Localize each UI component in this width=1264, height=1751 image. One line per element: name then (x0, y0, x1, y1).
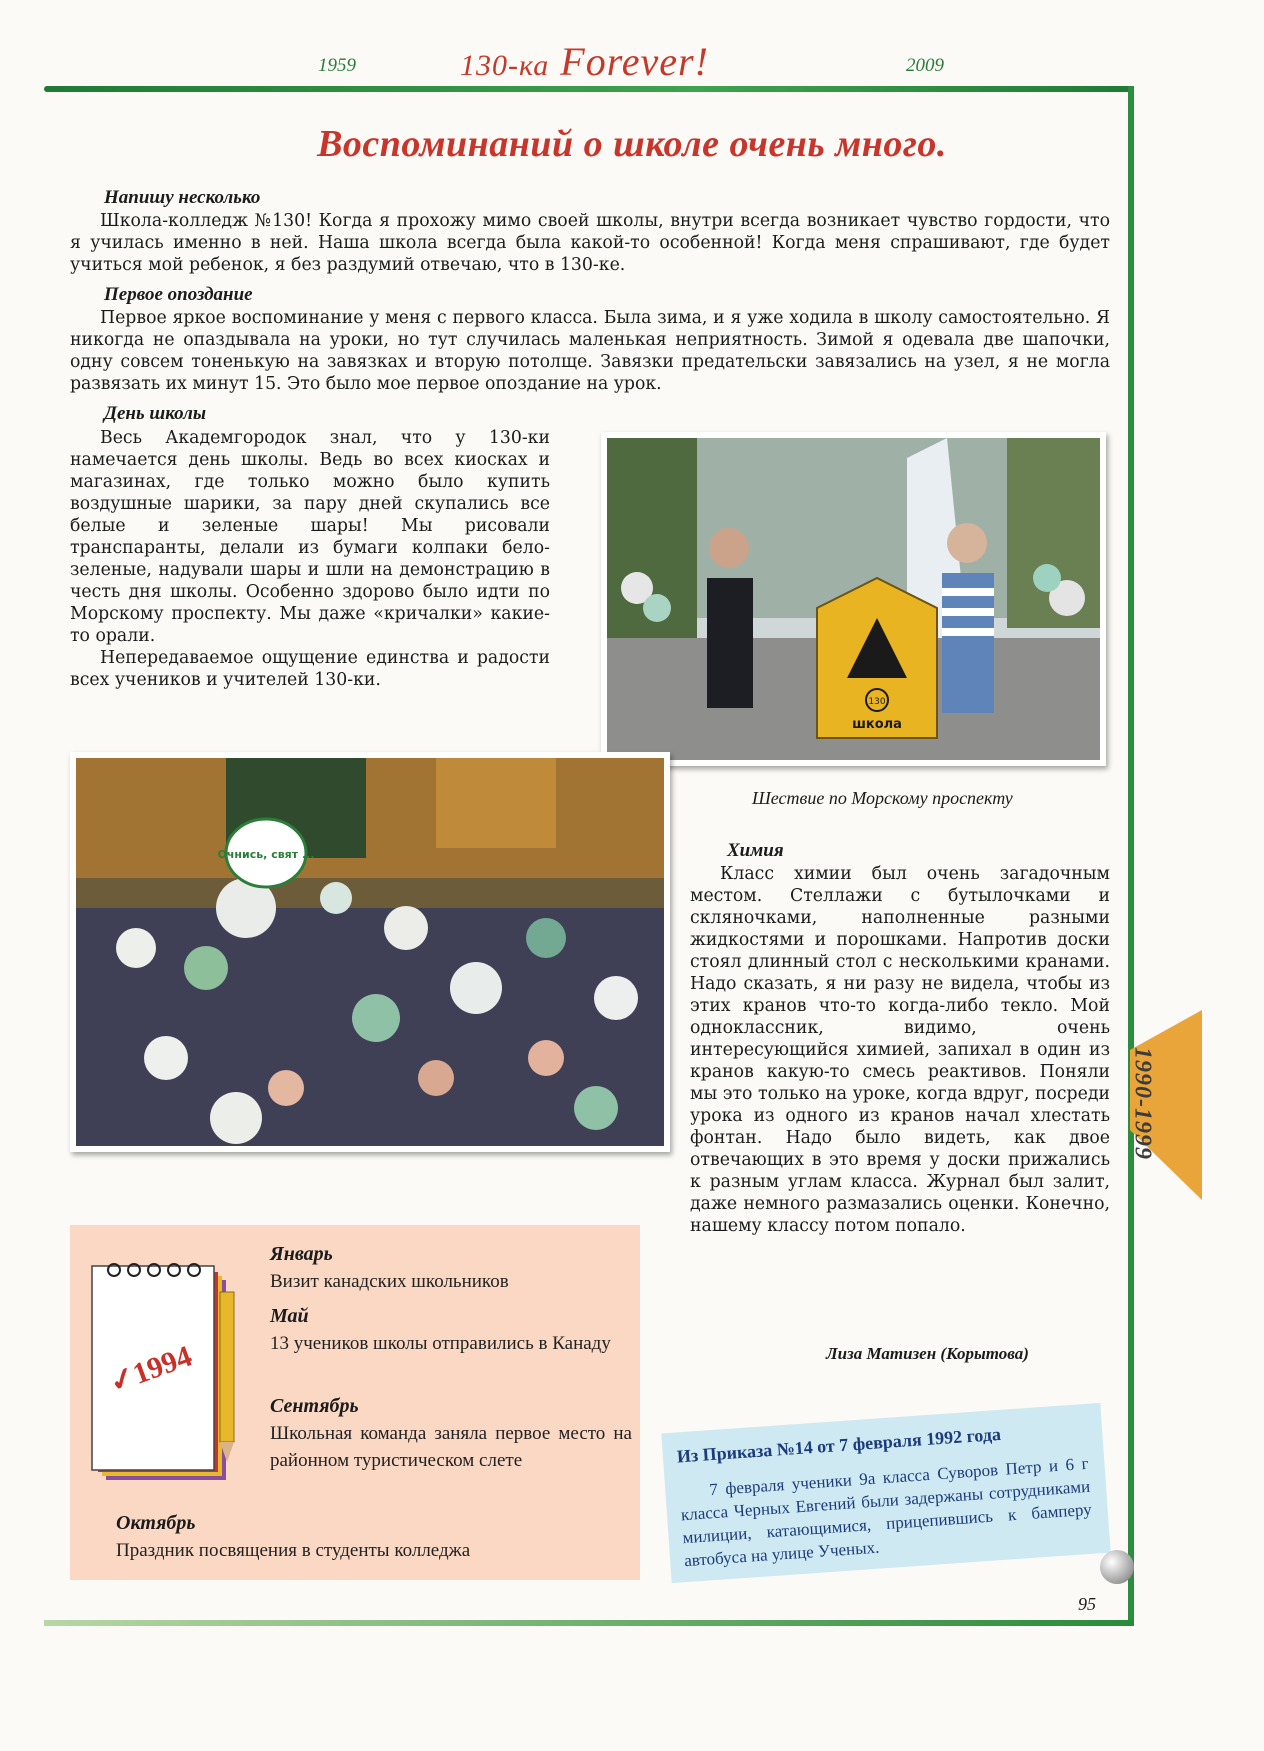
section-text-den-shkoly (70, 427, 550, 691)
photo-crowd (70, 752, 670, 1152)
timeline-event-sep: Школьная команда заняла первое место на районном туристическом слете (270, 1423, 632, 1471)
procession-illustration (607, 438, 1100, 760)
timeline-year-stamp: ✓1994 (104, 1339, 197, 1400)
frame-top-border (44, 86, 1134, 92)
section-heading-den-shkoly: День школы (104, 403, 207, 424)
header-brand-main: Forever! (560, 39, 709, 84)
page-title: Воспоминаний о школе очень много. (317, 123, 947, 165)
section-text-opozdanie (70, 307, 1110, 395)
order-title: Из Приказа №14 от 7 февраля 1992 года (676, 1423, 1002, 1467)
header-brand (460, 38, 709, 85)
header-year-start: 1959 (318, 55, 356, 76)
timeline-event-oct: Праздник посвящения в студенты колледжа (116, 1540, 471, 1561)
timeline-month-sep: Сентябрь (270, 1395, 359, 1417)
timeline-event-jan: Визит канадских школьников (270, 1271, 509, 1292)
paragraph: Непередаваемое ощущение единства и радости всех учеников и учителей 130-ки. (70, 648, 550, 690)
timeline-month-jan: Январь (270, 1243, 333, 1265)
paragraph: Весь Академгородок знал, что у 130-ки намечается день школы. Ведь во всех киосках и магазинах, где только можно было купить воздушные шарики, за пару дней скупались все белые и зеленые шары! Мы рисовали транспаранты, делали из бумаги колпаки бело-зеленые, надували шары и шли на демонстрацию в честь дня школы. Особенно здорово было идти по Морскому проспекту. Мы даже «кричалки» какие-то орали. (70, 428, 550, 646)
sign-number: 130 (868, 697, 886, 707)
crowd-illustration (76, 758, 664, 1146)
corner-ball-ornament (1100, 1550, 1134, 1584)
header-year-end: 2009 (906, 55, 944, 76)
section-heading-himiya: Химия (727, 840, 784, 861)
banner-text: Очнись, свят ... (217, 848, 315, 861)
timeline-month-oct: Октябрь (116, 1512, 196, 1534)
decade-label: 1990-1999 (1129, 1047, 1156, 1160)
timeline-year: 1994 (128, 1339, 197, 1391)
frame-right-border (1128, 86, 1134, 1626)
page-number: 95 (1078, 1594, 1096, 1614)
order-note-box (661, 1403, 1110, 1583)
frame-bottom-border (44, 1620, 1134, 1626)
timeline-month-may: Май (270, 1305, 309, 1327)
section-heading-napishu: Напишу несколько (104, 187, 261, 208)
section-heading-opozdanie: Первое опоздание (104, 284, 253, 305)
order-text: 7 февраля ученики 9а класса Суворов Петр и 6 г класса Черных Евгений были задержаны сотрудниками милиции, катающимися, прицепившись к бамперу автобуса на улице Ученых. (680, 1453, 1093, 1571)
author-signature: Лиза Матизен (Корытова) (826, 1344, 1029, 1363)
paragraph: Класс химии был очень загадочным местом. Стеллажи с бутылочками и скляночками, наполненные разными жидкостями и порошками. Напротив доски стоял длинный стол с несколькими кранами. Надо сказать, я ни разу не видела, чтобы из этих кранов что-то когда-либо текло. Мой одноклассник, видимо, очень интересующийся химией, запихал в один из кранов какую-то смесь реактивов. Поняли мы это только на уроке, когда вдруг, посреди урока из одного из кранов начал хлестать фонтан. Надо было видеть, как двое отвечающих в это время у доски прижались к разным углам класса. Журнал был залит, даже немного размазались оценки. Конечно, нашему классу потом попало. (690, 864, 1110, 1236)
header-brand-prefix: 130-ка (460, 49, 550, 82)
sign-text: школа (852, 717, 902, 732)
paragraph: Школа-колледж №130! Когда я прохожу мимо своей школы, внутри всегда возникает чувство гордости, что я училась именно в ней. Наша школа всегда была какой-то особенной! Когда меня спрашивают, где будет учиться мой ребенок, я без раздумий отвечаю, что в 130-ке. (70, 211, 1110, 275)
section-text-himiya (690, 863, 1110, 1237)
timeline-event-may: 13 учеников школы отправились в Канаду (270, 1333, 611, 1354)
paragraph: Первое яркое воспоминание у меня с первого класса. Была зима, и я уже ходила в школу самостоятельно. Я никогда не опаздывала на уроки, но тут случилась маленькая неприятность. Зимой я одевала две шапочки, одну совсем тоненькую на завязках и вторую потолще. Завязки предательски завязались на узел, я не могла развязать их минут 15. Это было мое первое опоздание на урок. (70, 308, 1110, 394)
photo-caption: Шествие по Морскому проспекту (752, 788, 1013, 808)
section-text-napishu (70, 210, 1110, 276)
photo-procession (601, 432, 1106, 766)
